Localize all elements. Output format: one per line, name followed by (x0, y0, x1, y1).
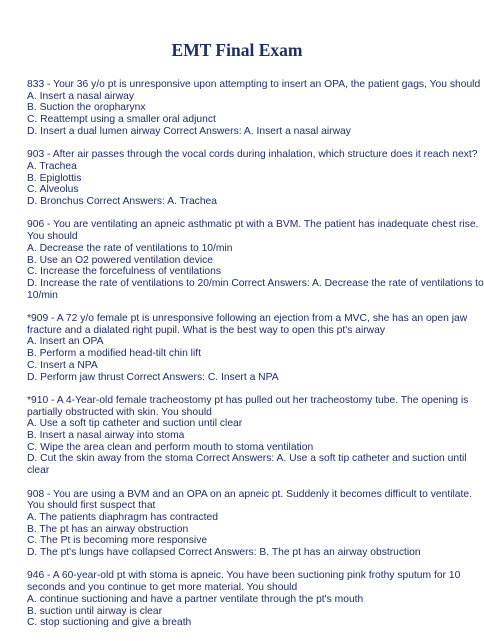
question-line: C. Reattempt using a smaller oral adjunct (27, 114, 216, 126)
question-line: D. Perform jaw thrust Correct Answers: C. Insert a NPA (27, 371, 279, 383)
question-line: D. Insert a dual lumen airway Correct Answers: A. Insert a nasal airway (27, 125, 351, 137)
question-block (27, 149, 478, 208)
question-line: C. Wipe the area clean and perform mouth to stoma ventilation (27, 441, 314, 453)
question-line: You should (27, 231, 78, 243)
question-list (27, 79, 484, 641)
question-text: 833 - Your 36 y/o pt is unresponsive upon attempting to insert an OPA, the patient gags, You should (27, 79, 481, 90)
question-block (27, 570, 461, 629)
question-line: fracture and a dialated right pupil. What is the best way to open this pt's airway (27, 324, 385, 336)
question-line: C. Alveolus (27, 184, 79, 196)
question-line: A. Insert a nasal airway (27, 90, 135, 102)
question-line: B. Suction the oropharynx (27, 102, 146, 114)
question-text: *910 - A 4-Year-old female tracheostomy pt has pulled out her tracheostomy tube. The opening is (27, 394, 469, 406)
question-line: C. The Pt is becoming more responsive (27, 535, 208, 547)
question-line: D. Bronchus Correct Answers: A. Trachea (27, 196, 217, 208)
question-text: 946 - A 60-year-old pt with stoma is apneic. You have been suctioning pink frothy sputum for 10 (27, 570, 461, 582)
question-line: B. Insert a nasal airway into stoma (27, 430, 185, 442)
question-block (27, 79, 481, 138)
question-line: A. Decrease the rate of ventilations to 10/min (27, 242, 233, 254)
question-line: C. Insert a NPA (27, 359, 98, 371)
question-line: B. Perform a modified head-tilt chin lift (27, 348, 201, 360)
question-line: A. Use a soft tip catheter and suction until clear (27, 418, 243, 430)
question-line: B. suction until airway is clear (27, 605, 163, 617)
question-line: C. Increase the forcefulness of ventilations (27, 266, 222, 278)
question-text: 903 - After air passes through the vocal cords during inhalation, which structure does it reach next? (27, 149, 478, 161)
question-line: C. stop suctioning and give a breath (27, 617, 192, 629)
question-text: 906 - You are ventilating an apneic asthmatic pt with a BVM. The patient has inadequate chest rise. (27, 219, 479, 231)
question-text: *909 - A 72 y/o female pt is unresponsive following an ejection from a MVC, she has an open jaw (27, 313, 468, 325)
question-line: D. The pt's lungs have collapsed Correct Answers: B. The pt has an airway obstruction (27, 547, 421, 559)
document-title: EMT Final Exam (171, 40, 303, 60)
question-line: You should first suspect that (27, 500, 156, 512)
question-line: A. Trachea (27, 160, 77, 172)
question-block (27, 313, 468, 383)
question-line: B. Use an O2 powered ventilation device (27, 254, 214, 266)
question-block (27, 394, 469, 477)
question-line: D. Increase the rate of ventilations to 20/min Correct Answers: A. Decrease the rate of ventilations to (27, 277, 484, 289)
question-line: 10/min (27, 289, 58, 301)
question-text: 908 - You are using a BVM and an OPA on an apneic pt. Suddenly it becomes difficult to ventilate. (27, 488, 472, 500)
question-line: A. The patients diaphragm has contracted (27, 511, 218, 523)
question-line: A. Insert an OPA (27, 336, 104, 348)
question-line: clear (27, 465, 50, 477)
question-line: seconds and you continue to get more material. You should (27, 582, 298, 594)
question-line: partially obstructed with skin. You should (27, 406, 212, 418)
question-line: D. Cut the skin away from the stoma Correct Answers: A. Use a soft tip catheter and suction until (27, 453, 467, 465)
question-line: B. Epiglottis (27, 172, 82, 184)
question-block (27, 219, 484, 301)
question-line: A. continue suctioning and have a partner ventilate through the pt's mouth (27, 593, 364, 605)
question-block (27, 488, 472, 559)
question-line: B. The pt has an airway obstruction (27, 523, 189, 535)
